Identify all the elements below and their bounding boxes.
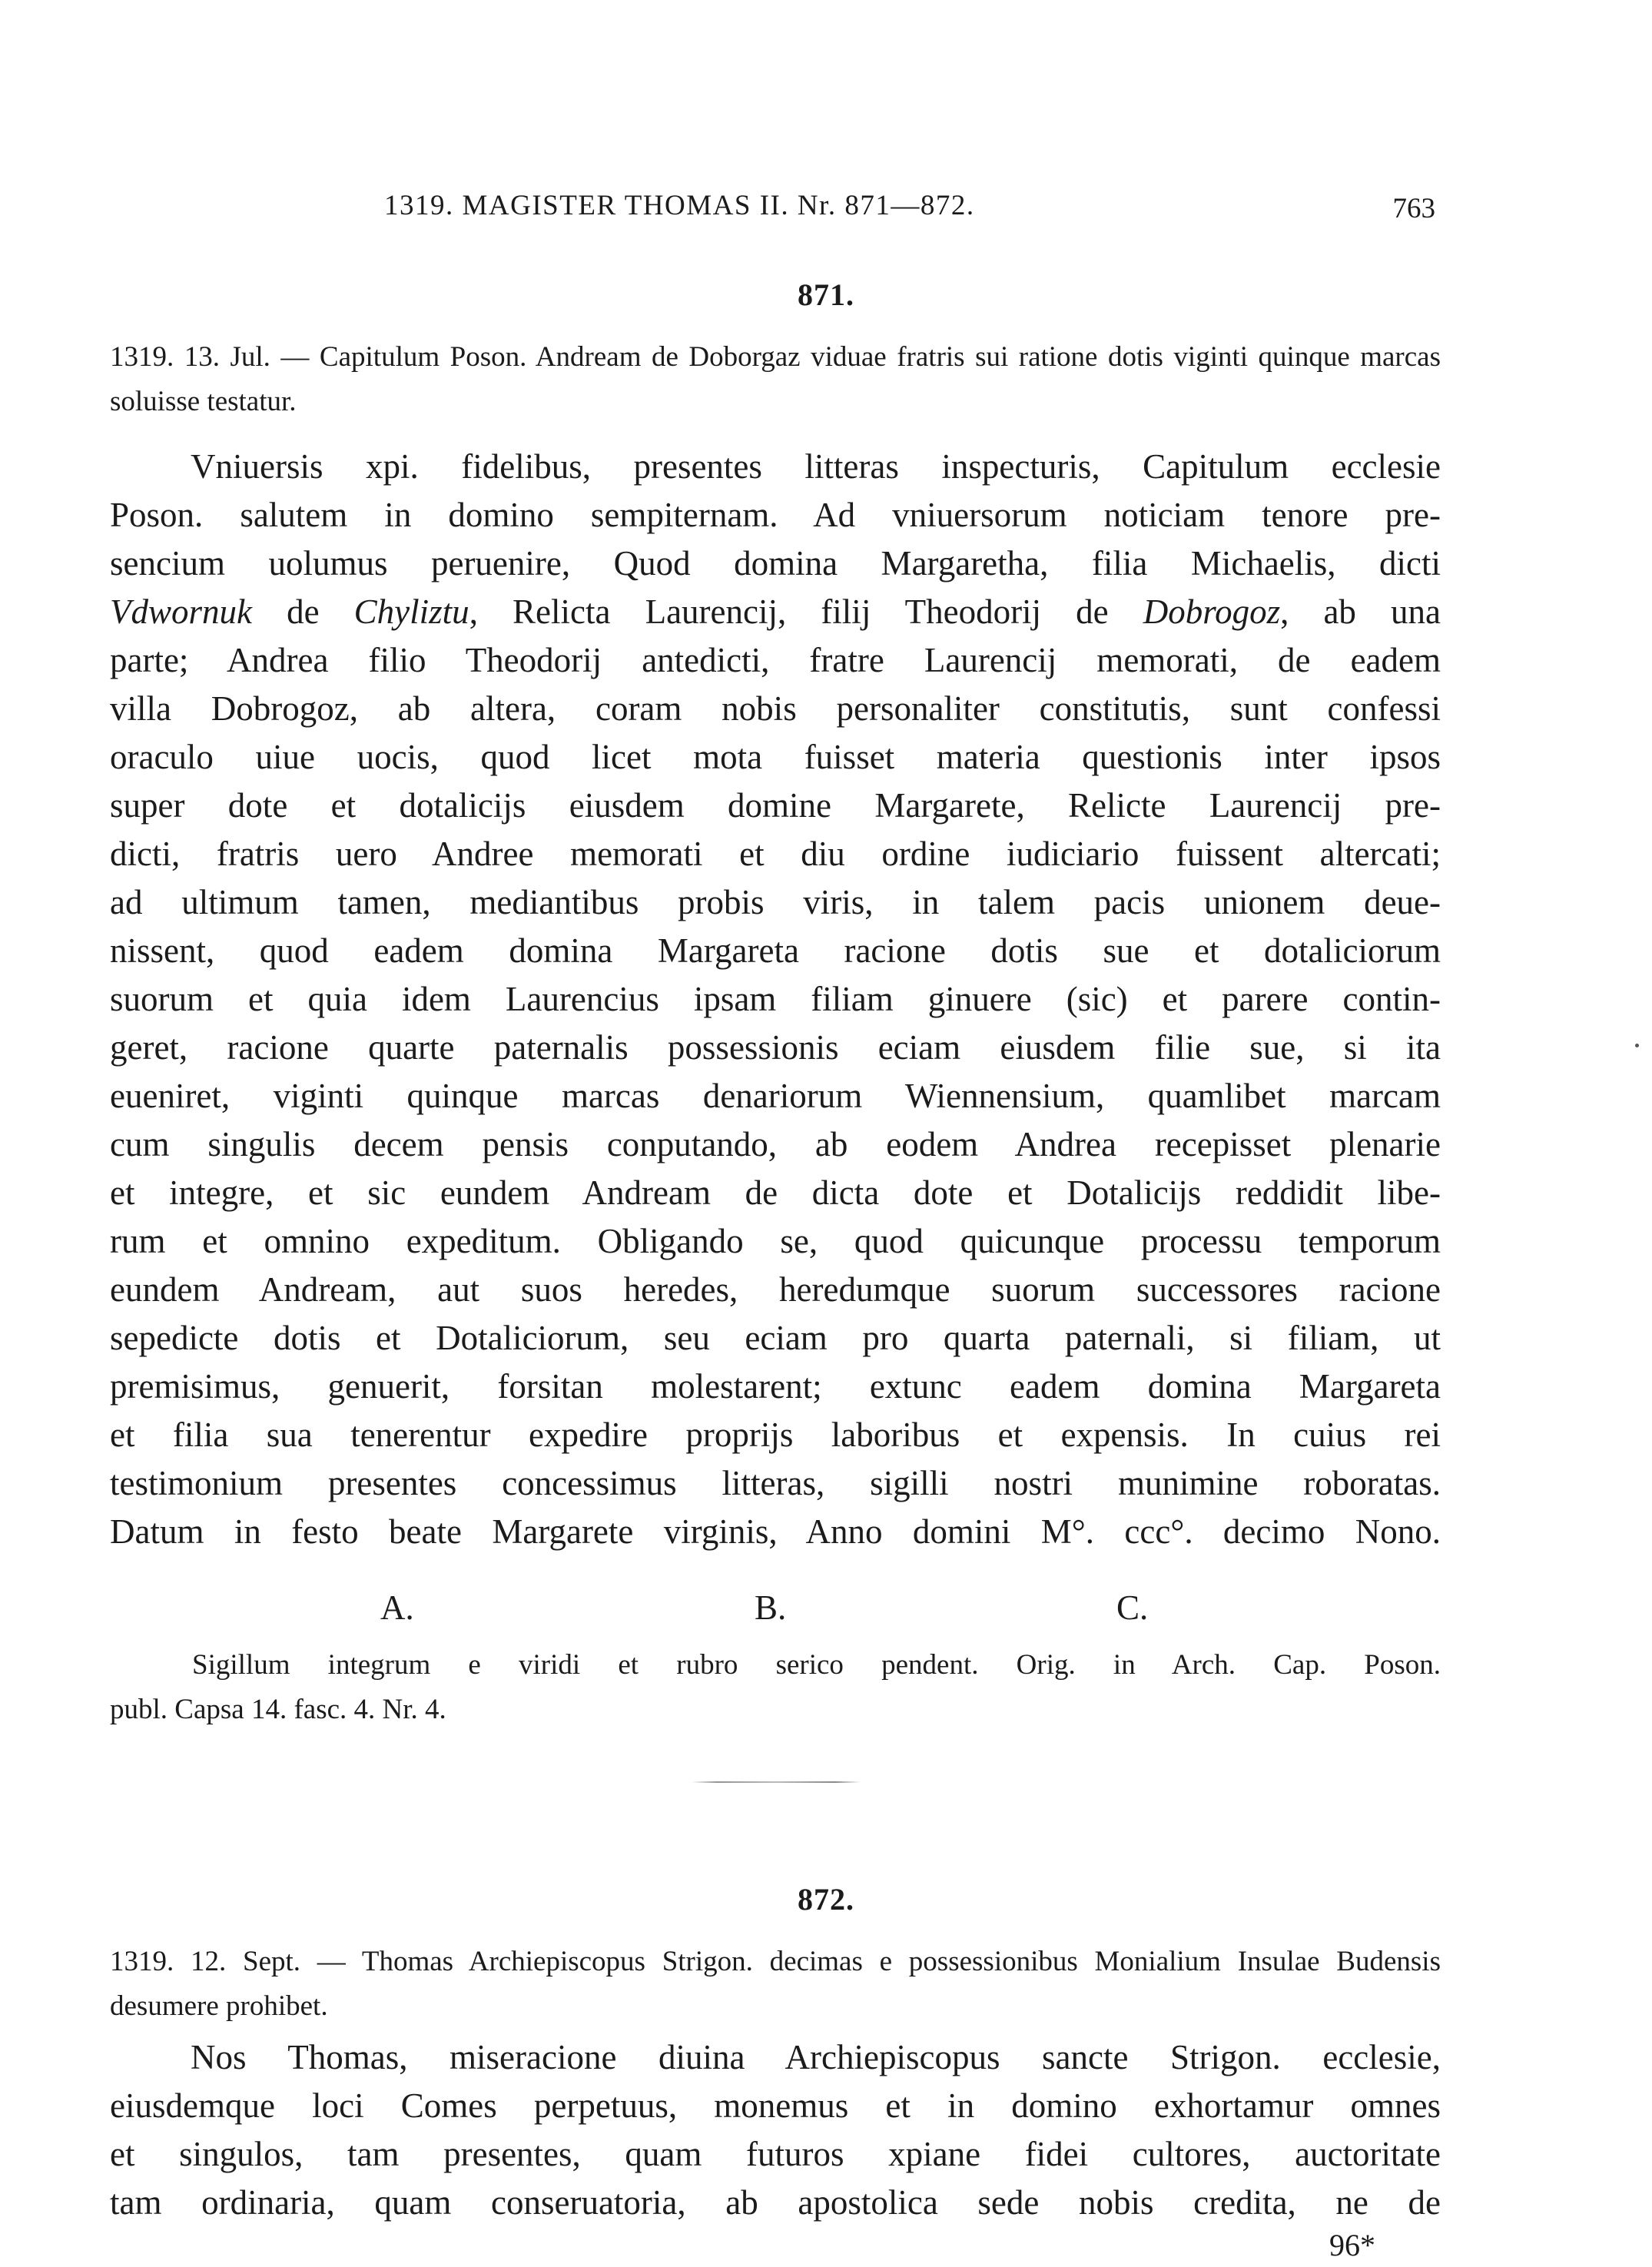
section-divider bbox=[692, 1781, 861, 1783]
text-line: et singulos, tam presentes, quam futuros xpiane fidei cultores, auctoritate bbox=[110, 2135, 1441, 2173]
italic-name: Chyliztu bbox=[353, 592, 469, 631]
text-line-with-italics: Vdwornuk de Chyliztu, Relicta Laurencij, filij Theodorij de Dobrogoz, ab una bbox=[110, 592, 1441, 631]
text-line: Vniuersis xpi. fidelibus, presentes litteras inspecturis, Capitulum ecclesie bbox=[191, 447, 1441, 486]
running-title: 1319. MAGISTER THOMAS II. Nr. 871—872. bbox=[384, 190, 975, 221]
text-line: sepedicte dotis et Dotaliciorum, seu eciam pro quarta paternali, si filiam, ut bbox=[110, 1319, 1441, 1357]
italic-name: Dobrogoz bbox=[1143, 592, 1281, 631]
text-line: Nos Thomas, miseracione diuina Archiepiscopus sancte Strigon. ecclesie, bbox=[191, 2038, 1441, 2076]
chirograph-letters bbox=[0, 1588, 1652, 1634]
text-line: eundem Andream, aut suos heredes, heredumque suorum successores racione bbox=[110, 1270, 1441, 1309]
text-line: suorum et quia idem Laurencius ipsam filiam ginuere (sic) et parere contin- bbox=[110, 980, 1441, 1018]
text-line: nissent, quod eadem domina Margareta racione dotis sue et dotaliciorum bbox=[110, 931, 1441, 970]
text-line: cum singulis decem pensis conputando, ab eodem Andrea recepisset plenarie bbox=[110, 1125, 1441, 1163]
text-line: geret, racione quarte paternalis possessionis eciam eiusdem filie sue, si ita bbox=[110, 1028, 1441, 1067]
chirograph-letter-b: B. bbox=[755, 1588, 787, 1627]
scan-speck bbox=[1635, 1044, 1639, 1047]
text-line: eiusdemque loci Comes perpetuus, monemus et in domino exhortamur omnes bbox=[110, 2086, 1441, 2125]
text-line: eueniret, viginti quinque marcas denariorum Wiennensium, quamlibet marcam bbox=[110, 1077, 1441, 1115]
document-number-871: 871. bbox=[798, 277, 854, 312]
seal-note-line-1: Sigillum integrum e viridi et rubro serico pendent. Orig. in Arch. Cap. Poson. bbox=[192, 1649, 1441, 1681]
running-header bbox=[0, 189, 1652, 235]
text-line: Datum in festo beate Margarete virginis, Anno domini M°. ccc°. decimo Nono. bbox=[110, 1512, 1441, 1551]
text-line: rum et omnino expeditum. Obligando se, quod quicunque processu temporum bbox=[110, 1222, 1441, 1260]
text-line: et filia sua tenerentur expedire proprijs laboribus et expensis. In cuius rei bbox=[110, 1416, 1441, 1454]
text-line: oraculo uiue uocis, quod licet mota fuisset materia questionis inter ipsos bbox=[110, 738, 1441, 776]
seal-note-line-2: publ. Capsa 14. fasc. 4. Nr. 4. bbox=[110, 1694, 446, 1725]
chirograph-letter-a: A. bbox=[380, 1588, 414, 1627]
text-line: villa Dobrogoz, ab altera, coram nobis personaliter constitutis, sunt confessi bbox=[110, 689, 1441, 728]
document-number-872: 872. bbox=[798, 1882, 854, 1917]
text-line: dicti, fratris uero Andree memorati et diu ordine iudiciario fuissent altercati; bbox=[110, 835, 1441, 873]
chirograph-letter-c: C. bbox=[1116, 1588, 1149, 1627]
page-number: 763 bbox=[1392, 193, 1435, 224]
text-line: tam ordinaria, quam conseruatoria, ab apostolica sede nobis credita, ne de bbox=[110, 2183, 1441, 2222]
text-line: premisimus, genuerit, forsitan molestarent; extunc eadem domina Margareta bbox=[110, 1367, 1441, 1406]
text-line: sencium uolumus peruenire, Quod domina Margaretha, filia Michaelis, dicti bbox=[110, 544, 1441, 583]
text-line: ad ultimum tamen, mediantibus probis viris, in talem pacis unionem deue- bbox=[110, 883, 1441, 921]
text-line: testimonium presentes concessimus litteras, sigilli nostri munimine roboratas. bbox=[110, 1464, 1441, 1502]
text-line: super dote et dotalicijs eiusdem domine Margarete, Relicte Laurencij pre- bbox=[110, 786, 1441, 825]
italic-name: Vdwornuk bbox=[110, 592, 252, 631]
regest-871: 1319. 13. Jul. — Capitulum Poson. Andream de Doborgaz viduae fratris sui ratione dotis viginti quinque marcas soluisse testatur. bbox=[110, 341, 1441, 417]
text-line: et integre, et sic eundem Andream de dicta dote et Dotalicijs reddidit libe- bbox=[110, 1173, 1441, 1212]
text-line: parte; Andrea filio Theodorij antedicti, fratre Laurencij memorati, de eadem bbox=[110, 641, 1441, 679]
regest-872: 1319. 12. Sept. — Thomas Archiepiscopus Strigon. decimas e possessionibus Monialium Insulae Budensis desumere prohibet. bbox=[110, 1946, 1441, 2022]
text-line: Poson. salutem in domino sempiternam. Ad vniuersorum noticiam tenore pre- bbox=[110, 496, 1441, 534]
printer-signature-mark: 96* bbox=[1329, 2228, 1375, 2262]
